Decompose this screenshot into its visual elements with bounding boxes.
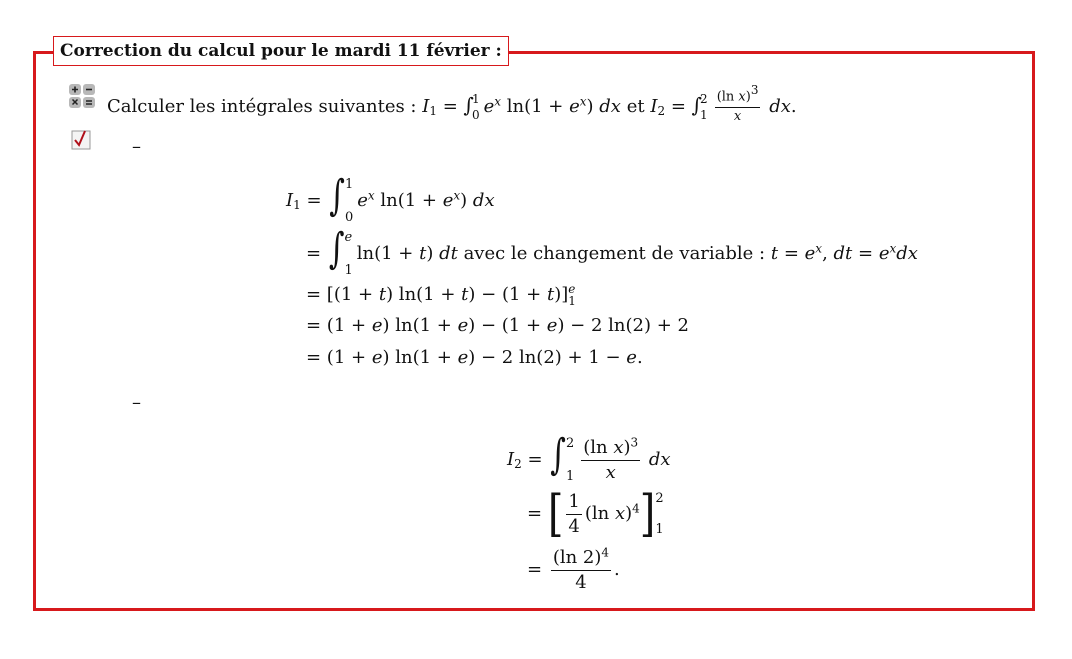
integral-I2-inline: $I_2$ = ∫ 2 1 $\frac{(\ln x)^3}{x}$ dx [650,83,791,124]
statement-and: et [626,96,645,118]
bullet-dash-1: – [132,136,141,157]
part1-line3: = [(1 + t) ln(1 + t) − (1 + t)] e 1 [306,282,576,308]
check-icon [71,128,93,150]
statement-line [107,83,797,124]
part1-line1: $I_1$ = ∫ 1 0 $e^x$ $\ln(1 + e^x)$ dx [286,171,495,225]
statement-prefix: Calculer les intégrales suivantes : [107,96,423,118]
part1-line5: = (1 + e) ln(1 + e) − 2 ln(2) + 1 − e. [306,347,643,368]
integral-I1-inline: $I_1$ = ∫ 1 0 $e^x$ $\ln(1 + e^x)$ dx [422,92,621,123]
statement-suffix: . [790,96,797,118]
substitution-text: avec le changement de variable : [463,243,766,264]
part2-line1: $I_2$ = ∫ 2 1 $\frac{(\ln x)^3}{x}$ dx [507,430,671,484]
bullet-dash-2: – [132,392,141,413]
part2-line3: = $\frac{(\ln 2)^4}{4}$ . [527,545,620,593]
part1-line4: = (1 + e) ln(1 + e) − (1 + e) − 2 ln(2) + 2 [306,315,689,336]
section-title: Correction du calcul pour le mardi 11 février : [53,36,509,66]
part1-line2: = ∫ e 1 ln(1 + t) dt avec le changement de variable : $t = e^x$, dt = $e^xdx$ [306,224,918,278]
part2-line2: = [ $\frac{1}{4}$ (ln x)$^4$] 2 1 [527,485,664,543]
calculator-icon [69,84,95,108]
